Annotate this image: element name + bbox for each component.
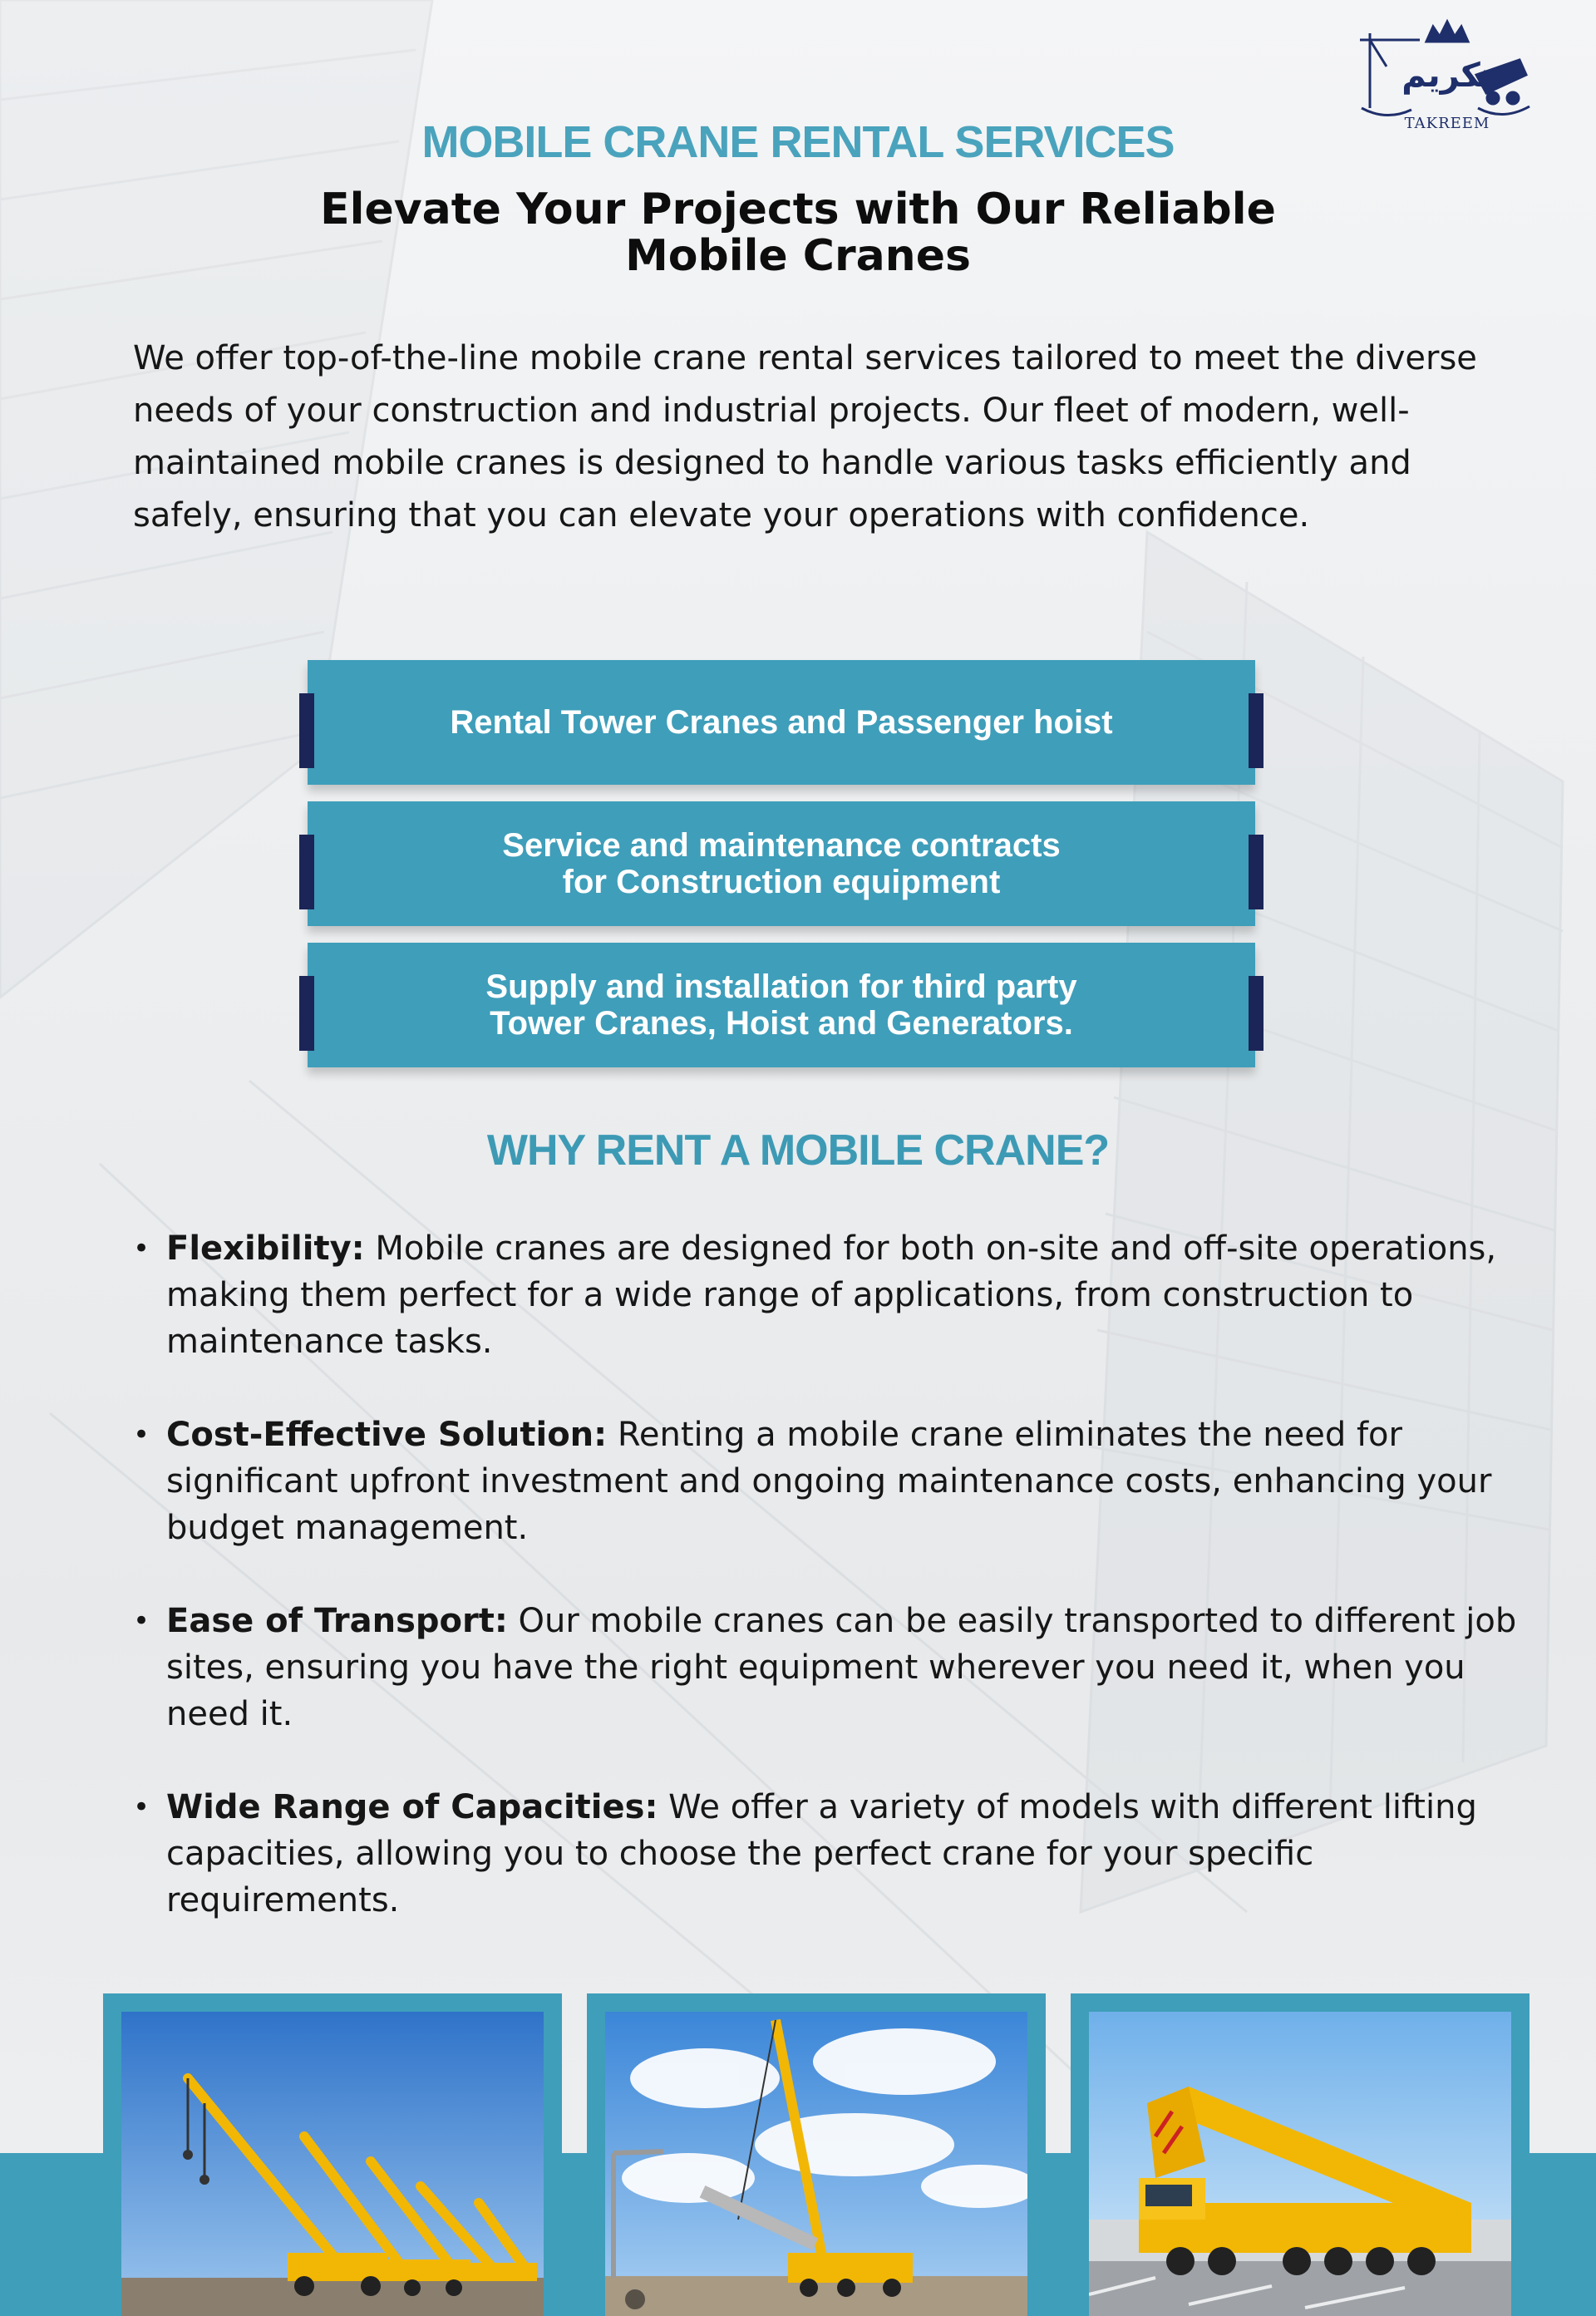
benefit-text: Mobile cranes are designed for both on-site and off-site operations, making them perfect for a wide range of applications, from construction to maintenance tasks. bbox=[166, 1229, 1497, 1361]
crane-fleet-photo-icon bbox=[121, 2012, 544, 2316]
service-item[interactable] bbox=[308, 660, 1255, 785]
service-item[interactable] bbox=[308, 801, 1255, 926]
bullet: • bbox=[133, 1418, 150, 1451]
benefit-term: Cost-Effective Solution: bbox=[166, 1416, 608, 1454]
photo-frame[interactable] bbox=[587, 1993, 1046, 2316]
right-cap-decoration bbox=[1249, 693, 1264, 768]
bullet: • bbox=[133, 1791, 150, 1824]
benefit-text: Renting a mobile crane eliminates the need for significant upfront investment and ongoing maintenance costs, enhancing your budget management. bbox=[166, 1416, 1492, 1547]
right-cap-decoration bbox=[1249, 976, 1264, 1051]
service-label: Service and maintenance contracts for Construction equipment bbox=[502, 827, 1061, 900]
service-label: Supply and installation for third party Tower Cranes, Hoist and Generators. bbox=[485, 968, 1077, 1042]
list-item bbox=[133, 1412, 1530, 1551]
photo-frame[interactable] bbox=[1071, 1993, 1530, 2316]
bullet: • bbox=[133, 1232, 150, 1265]
large-crane-truck-photo-icon bbox=[1089, 2012, 1511, 2316]
benefit-term: Ease of Transport: bbox=[166, 1602, 508, 1640]
benefit-term: Wide Range of Capacities: bbox=[166, 1788, 658, 1826]
service-label: Rental Tower Cranes and Passenger hoist bbox=[450, 704, 1113, 741]
logo-arabic-text: تكريم bbox=[1401, 57, 1493, 95]
benefits-list bbox=[133, 1225, 1530, 1970]
service-item[interactable] bbox=[308, 943, 1255, 1067]
benefit-text: Our mobile cranes can be easily transported to different job sites, ensuring you have the right equipment wherever you need it, when you need it. bbox=[166, 1602, 1517, 1733]
list-item bbox=[133, 1225, 1530, 1365]
crown-crane-logo-icon bbox=[1353, 17, 1541, 125]
crane-lifting-photo-icon bbox=[605, 2012, 1027, 2316]
logo-wordmark: TAKREEM bbox=[1404, 115, 1490, 132]
why-heading: WHY RENT A MOBILE CRANE? bbox=[486, 1126, 1110, 1175]
page-title: Elevate Your Projects with Our Reliable Mobile Cranes bbox=[320, 185, 1276, 281]
left-cap-decoration bbox=[299, 976, 314, 1051]
benefit-text: We offer a variety of models with different lifting capacities, allowing you to choose the perfect crane for your specific requirements. bbox=[166, 1788, 1477, 1919]
bullet: • bbox=[133, 1604, 150, 1638]
list-item bbox=[133, 1784, 1530, 1924]
section-kicker: MOBILE CRANE RENTAL SERVICES bbox=[421, 117, 1175, 167]
left-cap-decoration bbox=[299, 835, 314, 909]
benefit-term: Flexibility: bbox=[166, 1229, 365, 1268]
intro-paragraph: We offer top-of-the-line mobile crane rental services tailored to meet the diverse needs of your construction and industrial projects. Our fleet of modern, well-maintained mobile cranes is designed to handle various tasks efficiently and safely, ensuring that you can elevate your operations with confidence. bbox=[133, 339, 1477, 535]
photo-frame[interactable] bbox=[103, 1993, 562, 2316]
left-cap-decoration bbox=[299, 693, 314, 768]
list-item bbox=[133, 1598, 1530, 1737]
right-cap-decoration bbox=[1249, 835, 1264, 909]
